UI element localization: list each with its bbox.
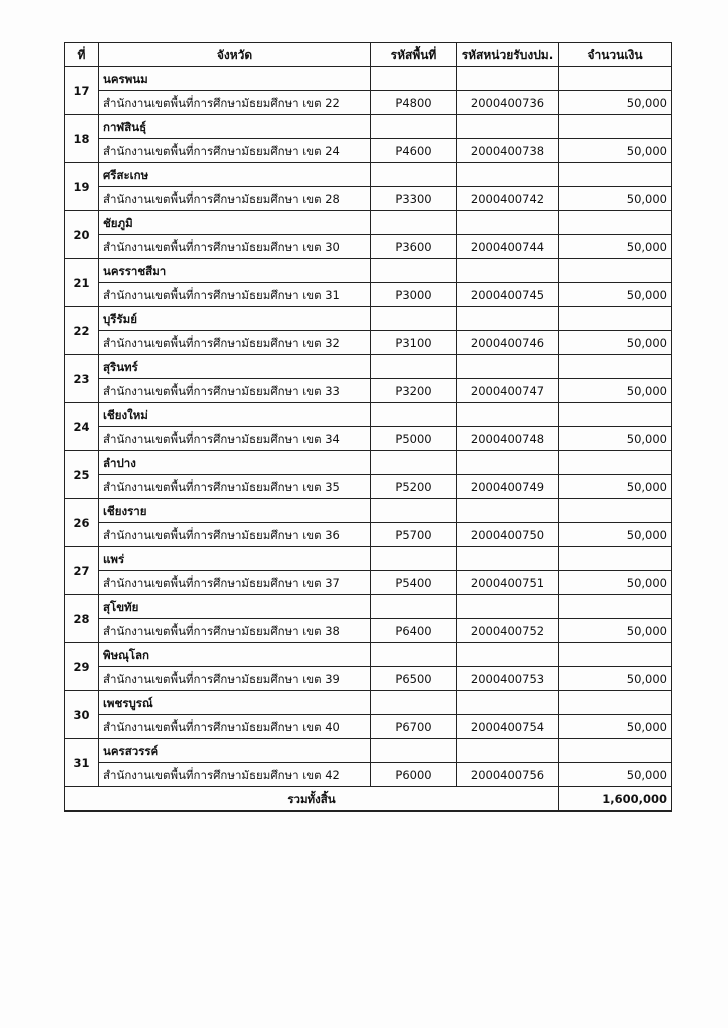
province-row: [65, 547, 672, 571]
empty-cell: [559, 595, 672, 619]
empty-cell: [559, 547, 672, 571]
unit-code: 2000400751: [457, 571, 559, 595]
unit-code: 2000400756: [457, 763, 559, 787]
office-row: [65, 715, 672, 739]
empty-cell: [371, 547, 457, 571]
area-code: P5000: [371, 427, 457, 451]
empty-cell: [457, 355, 559, 379]
empty-cell: [371, 451, 457, 475]
unit-code: 2000400748: [457, 427, 559, 451]
header-area-code: รหัสพื้นที่: [371, 43, 457, 67]
row-number: 26: [65, 499, 99, 547]
empty-cell: [559, 307, 672, 331]
empty-cell: [371, 115, 457, 139]
empty-cell: [371, 67, 457, 91]
total-amount: 1,600,000: [559, 787, 672, 812]
row-number: 30: [65, 691, 99, 739]
office-row: [65, 283, 672, 307]
area-code: P4800: [371, 91, 457, 115]
amount: 50,000: [559, 715, 672, 739]
row-number: 28: [65, 595, 99, 643]
unit-code: 2000400750: [457, 523, 559, 547]
amount: 50,000: [559, 139, 672, 163]
row-number: 22: [65, 307, 99, 355]
empty-cell: [371, 691, 457, 715]
row-number: 31: [65, 739, 99, 787]
empty-cell: [457, 451, 559, 475]
budget-table: [64, 42, 672, 812]
office-row: [65, 763, 672, 787]
area-code: P4600: [371, 139, 457, 163]
row-number: 20: [65, 211, 99, 259]
unit-code: 2000400736: [457, 91, 559, 115]
area-code: P5200: [371, 475, 457, 499]
row-number: 25: [65, 451, 99, 499]
office-row: [65, 571, 672, 595]
office-row: [65, 235, 672, 259]
province-name: ศรีสะเกษ: [99, 163, 371, 187]
row-number: 19: [65, 163, 99, 211]
empty-cell: [457, 115, 559, 139]
province-row: [65, 163, 672, 187]
province-row: [65, 115, 672, 139]
empty-cell: [559, 259, 672, 283]
amount: 50,000: [559, 763, 672, 787]
office-name: สำนักงานเขตพื้นที่การศึกษามัธยมศึกษา เขต 33: [99, 379, 371, 403]
area-code: P6700: [371, 715, 457, 739]
province-name: เชียงราย: [99, 499, 371, 523]
empty-cell: [371, 403, 457, 427]
row-number: 21: [65, 259, 99, 307]
empty-cell: [559, 211, 672, 235]
office-name: สำนักงานเขตพื้นที่การศึกษามัธยมศึกษา เขต 37: [99, 571, 371, 595]
empty-cell: [371, 595, 457, 619]
row-number: 24: [65, 403, 99, 451]
province-row: [65, 259, 672, 283]
unit-code: 2000400746: [457, 331, 559, 355]
province-name: ชัยภูมิ: [99, 211, 371, 235]
province-row: [65, 403, 672, 427]
empty-cell: [457, 163, 559, 187]
empty-cell: [371, 355, 457, 379]
amount: 50,000: [559, 331, 672, 355]
office-name: สำนักงานเขตพื้นที่การศึกษามัธยมศึกษา เขต 35: [99, 475, 371, 499]
office-row: [65, 331, 672, 355]
row-number: 18: [65, 115, 99, 163]
province-name: เพชรบูรณ์: [99, 691, 371, 715]
province-name: นครสวรรค์: [99, 739, 371, 763]
empty-cell: [559, 67, 672, 91]
province-name: นครราชสีมา: [99, 259, 371, 283]
province-row: [65, 595, 672, 619]
area-code: P6400: [371, 619, 457, 643]
province-name: พิษณุโลก: [99, 643, 371, 667]
office-name: สำนักงานเขตพื้นที่การศึกษามัธยมศึกษา เขต 31: [99, 283, 371, 307]
province-name: กาฬสินธุ์: [99, 115, 371, 139]
amount: 50,000: [559, 571, 672, 595]
empty-cell: [457, 739, 559, 763]
empty-cell: [371, 307, 457, 331]
unit-code: 2000400752: [457, 619, 559, 643]
province-name: บุรีรัมย์: [99, 307, 371, 331]
area-code: P5700: [371, 523, 457, 547]
amount: 50,000: [559, 523, 672, 547]
header-no: ที่: [65, 43, 99, 67]
unit-code: 2000400744: [457, 235, 559, 259]
empty-cell: [371, 739, 457, 763]
office-name: สำนักงานเขตพื้นที่การศึกษามัธยมศึกษา เขต 39: [99, 667, 371, 691]
amount: 50,000: [559, 475, 672, 499]
empty-cell: [457, 211, 559, 235]
office-row: [65, 379, 672, 403]
office-name: สำนักงานเขตพื้นที่การศึกษามัธยมศึกษา เขต 38: [99, 619, 371, 643]
area-code: P5400: [371, 571, 457, 595]
office-name: สำนักงานเขตพื้นที่การศึกษามัธยมศึกษา เขต 28: [99, 187, 371, 211]
office-name: สำนักงานเขตพื้นที่การศึกษามัธยมศึกษา เขต 22: [99, 91, 371, 115]
office-row: [65, 91, 672, 115]
empty-cell: [559, 643, 672, 667]
unit-code: 2000400745: [457, 283, 559, 307]
amount: 50,000: [559, 187, 672, 211]
office-name: สำนักงานเขตพื้นที่การศึกษามัธยมศึกษา เขต 32: [99, 331, 371, 355]
province-name: สุโขทัย: [99, 595, 371, 619]
empty-cell: [559, 499, 672, 523]
area-code: P3300: [371, 187, 457, 211]
header-amount: จำนวนเงิน: [559, 43, 672, 67]
area-code: P3100: [371, 331, 457, 355]
empty-cell: [559, 739, 672, 763]
empty-cell: [457, 691, 559, 715]
area-code: P3000: [371, 283, 457, 307]
amount: 50,000: [559, 283, 672, 307]
table-body: [65, 67, 672, 787]
amount: 50,000: [559, 667, 672, 691]
empty-cell: [559, 691, 672, 715]
empty-cell: [457, 499, 559, 523]
row-number: 27: [65, 547, 99, 595]
office-row: [65, 523, 672, 547]
amount: 50,000: [559, 379, 672, 403]
unit-code: 2000400753: [457, 667, 559, 691]
empty-cell: [371, 211, 457, 235]
office-name: สำนักงานเขตพื้นที่การศึกษามัธยมศึกษา เขต 24: [99, 139, 371, 163]
total-row: [65, 787, 672, 812]
amount: 50,000: [559, 427, 672, 451]
area-code: P6500: [371, 667, 457, 691]
empty-cell: [559, 403, 672, 427]
office-name: สำนักงานเขตพื้นที่การศึกษามัธยมศึกษา เขต 36: [99, 523, 371, 547]
province-row: [65, 499, 672, 523]
empty-cell: [371, 643, 457, 667]
area-code: P3600: [371, 235, 457, 259]
area-code: P3200: [371, 379, 457, 403]
row-number: 23: [65, 355, 99, 403]
unit-code: 2000400742: [457, 187, 559, 211]
office-name: สำนักงานเขตพื้นที่การศึกษามัธยมศึกษา เขต 34: [99, 427, 371, 451]
total-label: รวมทั้งสิ้น: [65, 787, 559, 812]
empty-cell: [457, 595, 559, 619]
province-name: ลำปาง: [99, 451, 371, 475]
empty-cell: [371, 499, 457, 523]
unit-code: 2000400754: [457, 715, 559, 739]
table-header-row: [65, 43, 672, 67]
office-row: [65, 139, 672, 163]
office-row: [65, 619, 672, 643]
amount: 50,000: [559, 235, 672, 259]
empty-cell: [559, 355, 672, 379]
province-row: [65, 67, 672, 91]
empty-cell: [457, 67, 559, 91]
unit-code: 2000400749: [457, 475, 559, 499]
area-code: P6000: [371, 763, 457, 787]
province-row: [65, 451, 672, 475]
empty-cell: [559, 451, 672, 475]
row-number: 29: [65, 643, 99, 691]
province-name: แพร่: [99, 547, 371, 571]
office-name: สำนักงานเขตพื้นที่การศึกษามัธยมศึกษา เขต 30: [99, 235, 371, 259]
province-name: นครพนม: [99, 67, 371, 91]
office-row: [65, 187, 672, 211]
province-row: [65, 643, 672, 667]
province-name: เชียงใหม่: [99, 403, 371, 427]
office-name: สำนักงานเขตพื้นที่การศึกษามัธยมศึกษา เขต 40: [99, 715, 371, 739]
empty-cell: [457, 403, 559, 427]
unit-code: 2000400738: [457, 139, 559, 163]
office-row: [65, 475, 672, 499]
empty-cell: [559, 115, 672, 139]
province-row: [65, 739, 672, 763]
empty-cell: [457, 307, 559, 331]
empty-cell: [457, 259, 559, 283]
office-row: [65, 667, 672, 691]
province-row: [65, 211, 672, 235]
province-row: [65, 307, 672, 331]
empty-cell: [559, 163, 672, 187]
empty-cell: [457, 547, 559, 571]
header-unit-code: รหัสหน่วยรับงปม.: [457, 43, 559, 67]
unit-code: 2000400747: [457, 379, 559, 403]
province-row: [65, 355, 672, 379]
province-row: [65, 691, 672, 715]
empty-cell: [371, 259, 457, 283]
empty-cell: [371, 163, 457, 187]
office-name: สำนักงานเขตพื้นที่การศึกษามัธยมศึกษา เขต 42: [99, 763, 371, 787]
amount: 50,000: [559, 91, 672, 115]
amount: 50,000: [559, 619, 672, 643]
province-name: สุรินทร์: [99, 355, 371, 379]
header-province: จังหวัด: [99, 43, 371, 67]
empty-cell: [457, 643, 559, 667]
row-number: 17: [65, 67, 99, 115]
office-row: [65, 427, 672, 451]
